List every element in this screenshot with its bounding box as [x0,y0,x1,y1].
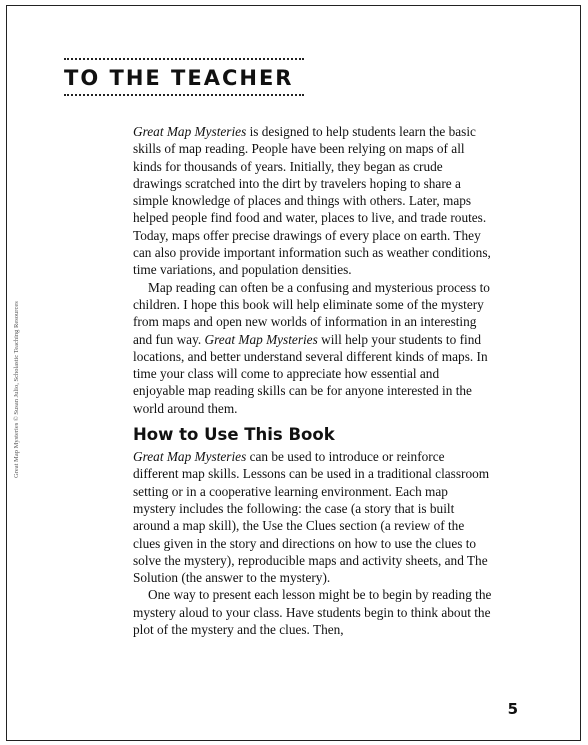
paragraph-text: will help your students to find locations, and better understand several different kinds of maps. In time your class will come to appreciate how essential and enjoyable map reading skills can be for anyone interested in the world around them. [133,331,488,416]
second-paragraph [133,279,493,417]
book-title-italic: Great Map Mysteries [133,449,247,465]
paragraph-text: can be used to introduce or reinforce different map skills. Lessons can be used in a traditional classroom setting or in a cooperative learning environment. Each map mystery includes the following: the case (a story that is built around a map skill), the Use the Clues section (a review of the clues given in the story and directions on how to use the clues to solve the mystery), reproducible maps and activity sheets, and The Solution (the answer to the mystery). [133,449,490,586]
body-text [133,123,493,638]
page-title: TO THE TEACHER [64,66,294,90]
intro-paragraph [133,123,493,279]
book-title-italic: Great Map Mysteries [133,124,247,139]
page [6,5,581,741]
copyright-credit: Great Map Mysteries © Susan Julio, Scholastic Teaching Resources [13,301,20,478]
page-number: 5 [507,700,518,718]
section-paragraph-2 [133,586,493,638]
paragraph-text: Map reading can often be a confusing and mysterious process to children. I hope this book will help eliminate some of the mystery from maps and open new worlds of information in an interesting and fun way. [133,279,490,347]
section-paragraph-1 [133,448,493,586]
title-banner [64,58,304,96]
section-heading: How to Use This Book [133,425,335,445]
paragraph-text: One way to present each lesson might be to begin by reading the mystery aloud to your class. Have students begin to think about the plot of the mystery and the clues. Then, [133,587,492,638]
paragraph-text: is designed to help students learn the basic skills of map reading. People have been relying on maps of all kinds for thousands of years. Initially, they began as crude drawings scratched into the dirt by travelers hoping to share a simple knowledge of places and things with others. Later, maps helped people find food and water, places to live, and trade routes. Today, maps offer precise drawings of every place on earth. They can also provide important information such as weather conditions, time variations, and population densities. [133,124,491,278]
book-title-italic: Great Map Mysteries [204,331,318,347]
